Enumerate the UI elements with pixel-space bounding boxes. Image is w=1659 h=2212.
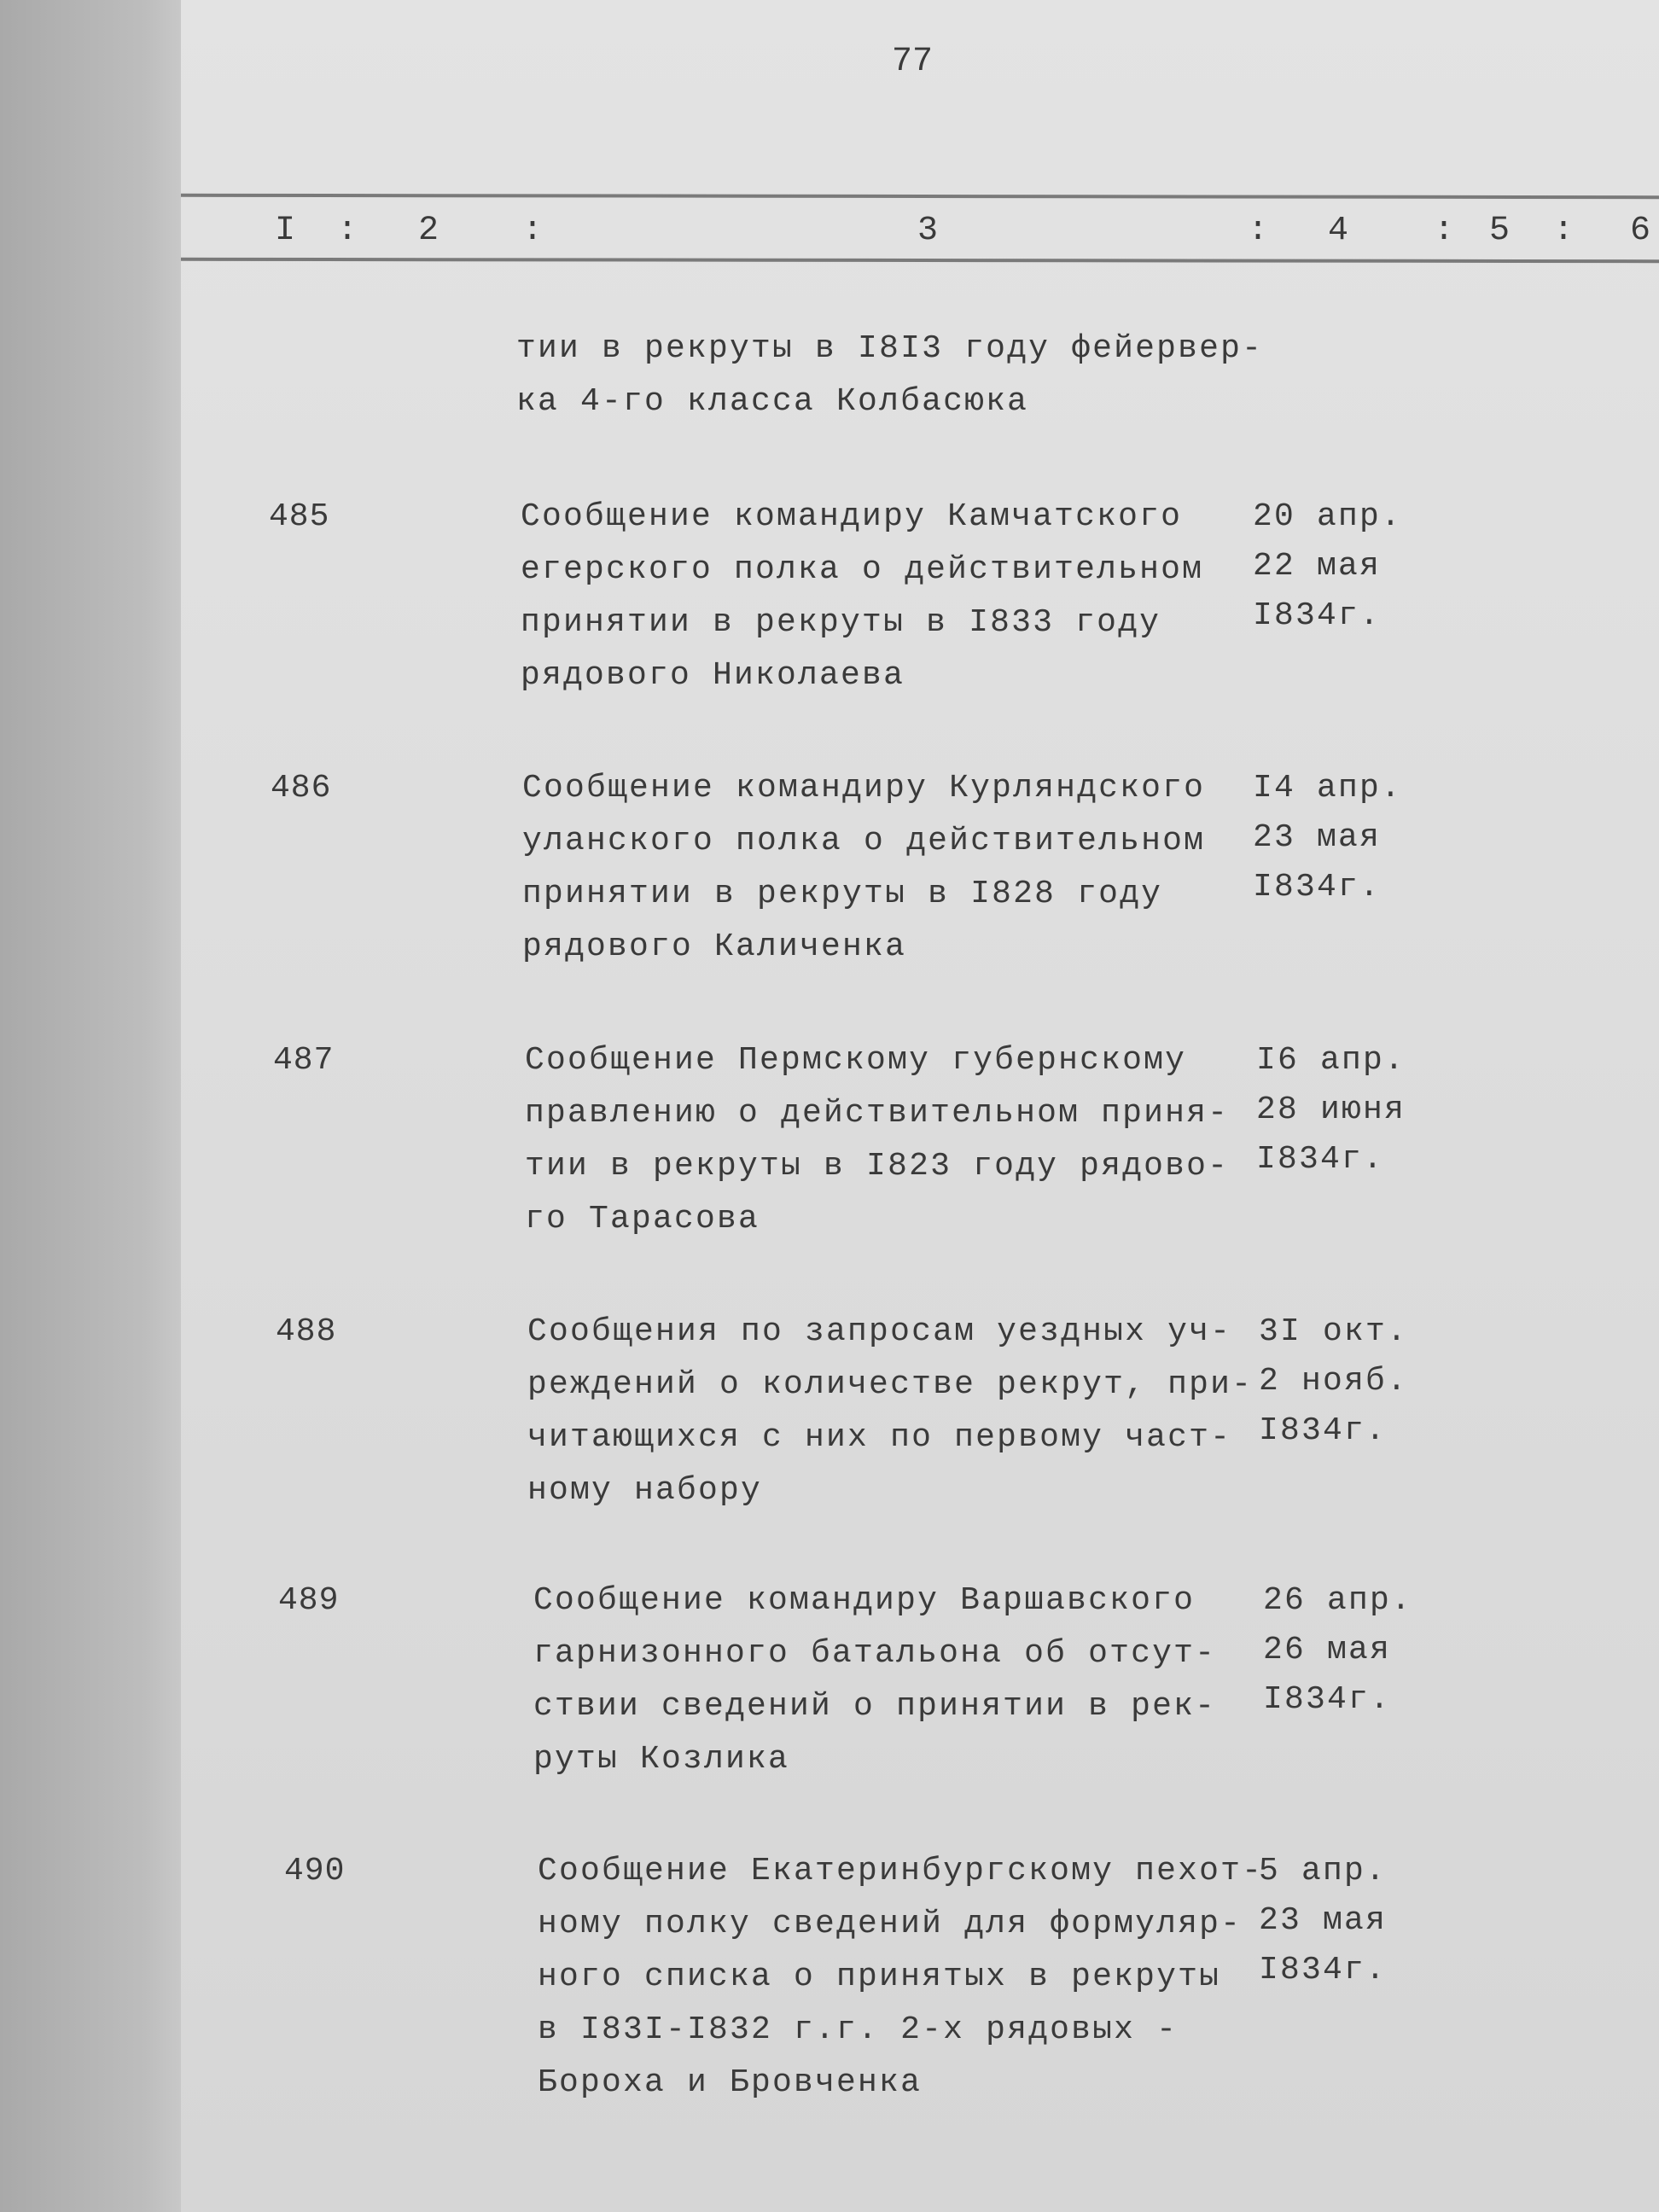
entry-text-line: Бороха и Бровченка [538,2064,923,2101]
header-sep: : [1248,212,1269,250]
entry-text-line: гарнизонного батальона об отсут- [533,1635,1217,1672]
header-col-3: 3 [917,212,939,250]
entry-date-line: 26 апр. [1263,1582,1413,1619]
entry-date-line: I834г. [1253,597,1382,634]
entry-date-line: 28 июня [1256,1091,1406,1128]
entry-text-line: реждений о количестве рекрут, при- [527,1366,1254,1403]
entry-text-line: руты Козлика [533,1741,790,1778]
header-col-1: I [275,212,296,250]
entry-number: 488 [276,1313,337,1350]
entry-date-line: 20 апр. [1253,498,1403,535]
entry-text-line: уланского полка о действительном [522,823,1206,859]
header-col-6: 6 [1630,212,1651,250]
entry-date-line: I6 апр. [1256,1042,1406,1079]
entry-text-line: ному набору [527,1472,763,1509]
entry-date-line: I834г. [1259,1412,1388,1449]
header-sep: : [337,212,358,250]
entry-text-line: принятии в рекруты в I828 году [522,876,1163,912]
entry-text-line: ного списка о принятых в рекруты [538,1959,1221,1995]
entry-text-line: Сообщение командиру Камчатского [521,498,1183,535]
entry-text-line: Сообщение командиру Курляндского [522,770,1206,806]
entry-text-line: ка 4-го класса Колбасюка [516,383,1029,420]
entry-date-line: 2 нояб. [1259,1363,1409,1400]
entry-text-line: го Тарасова [525,1201,760,1237]
entry-date-line: 3I окт. [1259,1313,1409,1350]
entry-date-line: I834г. [1259,1952,1388,1988]
entry-date-line: 5 апр. [1259,1853,1388,1889]
entry-number: 490 [284,1853,346,1889]
entry-text-line: правлению о действительном приня- [525,1095,1230,1132]
header-sep: : [1434,212,1455,250]
entry-text-line: Сообщения по запросам уездных уч- [527,1313,1232,1350]
entry-text-line: рядового Каличенка [522,928,907,965]
entry-text-line: егерского полка о действительном [521,551,1204,588]
entry-number: 489 [278,1582,340,1619]
header-sep: : [1553,212,1575,250]
entry-text-line: ному полку сведений для формуляр- [538,1906,1243,1942]
entry-text-line: Сообщение Екатеринбургскому пехот- [538,1853,1264,1889]
entry-text-line: ствии сведений о принятии в рек- [533,1688,1217,1725]
entry-text-line: принятии в рекруты в I833 году [521,604,1161,641]
entry-date-line: I834г. [1256,1141,1385,1178]
entry-text-line: рядового Николаева [521,657,905,694]
entry-number: 487 [273,1042,335,1079]
entry-date-line: 23 мая [1259,1902,1388,1939]
entry-number: 485 [269,498,330,535]
entry-date-line: I834г. [1263,1681,1392,1718]
header-col-2: 2 [418,212,439,250]
entry-text-line: Сообщение Пермскому губернскому [525,1042,1187,1079]
entry-text-line: тии в рекруты в I8I3 году фейервер- [516,330,1264,367]
entry-number: 486 [271,770,332,806]
entry-text-line: Сообщение командиру Варшавского [533,1582,1196,1619]
entry-date-line: I4 апр. [1253,770,1403,806]
entry-date-line: 26 мая [1263,1632,1392,1668]
entry-date-line: I834г. [1253,869,1382,905]
entry-text-line: читающихся с них по первому част- [527,1419,1232,1456]
header-col-4: 4 [1328,212,1349,250]
entry-date-line: 23 мая [1253,819,1382,856]
page-number: 77 [892,43,934,81]
page-binding-edge [0,0,181,2212]
entry-text-line: тии в рекруты в I823 году рядово- [525,1148,1230,1185]
header-col-5: 5 [1489,212,1511,250]
entry-text-line: в I83I-I832 г.г. 2-х рядовых - [538,2011,1179,2048]
header-sep: : [522,212,544,250]
entry-date-line: 22 мая [1253,548,1382,585]
